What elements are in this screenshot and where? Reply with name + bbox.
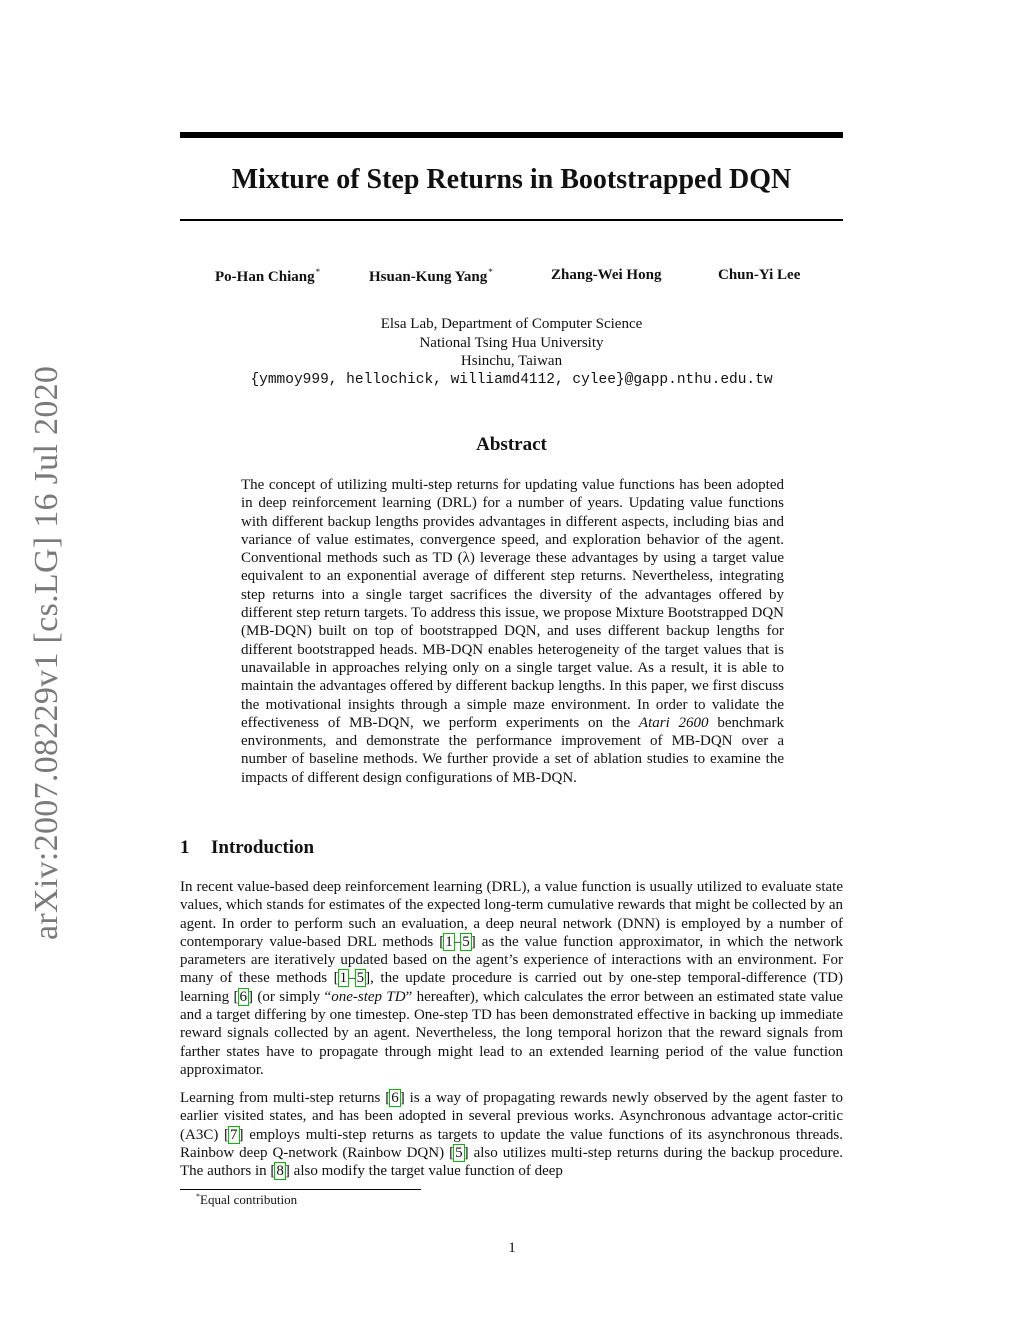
page-number: 1 [508,1240,516,1256]
paragraph-text: employs multi-step returns as targets to update the value functions of its asynchronous threads. Rainbow deep Q-network (Rainbow DQN) [180,1126,843,1161]
author-2 [369,267,493,286]
citation-link[interactable]: 1 [339,970,348,987]
citation-range-dash: – [348,970,356,987]
section-heading [180,837,314,859]
paragraph-text: In recent value-based deep reinforcement learning (DRL), a value function is usually utilized to evaluate state values, which stands for estimates of the expected long-term cumulative rewards that might be collected by an agent. In order to perform such an evaluation, a deep neural network (DNN) is employed by a number of contemporary value-based DRL methods [180,879,843,950]
arxiv-identifier: arXiv:2007.08229v1 [cs.LG] 16 Jul 2020 [28,365,65,940]
citation-link[interactable]: 8 [276,1163,284,1180]
footnote [196,1192,297,1208]
intro-paragraph-2: Learning from multi-step returns [6] is a way of propagating rewards newly observed by the agent faster to earlier visited states, and has been adopted in several previous works. Asynchronous advantage actor-critic (A3C) [7] employs multi-step returns as targets to update the value functions of its asynchronous threads. Rainbow deep Q-network (Rainbow DQN) [5] also utilizes multi-step returns during the backup procedure. The authors in [8] also modify the target value function of deep [180,1090,844,1180]
author-3 [551,267,661,284]
citation-link[interactable]: 5 [356,970,365,987]
author-4 [718,267,800,284]
title-bottom-rule [180,219,843,221]
paragraph-text: is a way of propagating rewards newly observed by the agent faster to earlier visited states, and has been adopted in several previous works. Asynchronous advantage actor-critic (A3C) [180,1090,843,1143]
author-emails: {ymmoy999, hellochick, williamd4112, cylee}@gapp.nthu.edu.tw [250,371,773,388]
equal-contribution-mark: * [488,267,493,277]
affiliation-block [180,315,843,389]
footnote-mark: * [196,1192,200,1201]
author-name: Hsuan-Kung Yang [369,269,488,285]
citation-link[interactable]: 7 [230,1126,238,1143]
italic-term: one-step TD [331,988,406,1005]
abstract-text [241,476,784,787]
abstract-text-part: The concept of utilizing multi-step returns for updating value functions has been adopted in deep reinforcement learning (DRL) for a number of years. Updating value functions with different backup lengths provides advantages in different aspects, including bias and variance of value estimates, convergence speed, and exploration behavior of the agent. Conventional methods such as TD (λ) leverage these advantages by using a target value equivalent to an exponential average of different step returns. Nevertheless, integrating step returns into a single target sacrifices the diversity of the advantages offered by different step return targets. To address this issue, we propose Mixture Bootstrapped DQN (MB-DQN) built on top of bootstrapped DQN, and uses different backup lengths for different bootstrapped heads. MB-DQN enables heterogeneity of the target values that is unavailable in approaches relying only on a single target value. As a result, it is able to maintain the advantages offered by different backup lengths. In this paper, we first discuss the motivational insights through a simple maze environment. In order to validate the effectiveness of MB-DQN, we perform experiments on the [241,477,784,731]
footnote-text: Equal contribution [200,1192,298,1207]
intro-paragraph-1: In recent value-based deep reinforcement learning (DRL), a value function is usually utilized to evaluate state values, which stands for estimates of the expected long-term cumulative rewards that might be collected by an agent. In order to perform such an evaluation, a deep neural network (DNN) is employed by a number of contemporary value-based DRL methods [1–5] as the value function approximator, in which the network parameters are iteratively updated based on the agent’s experience of interactions with an environment. For many of these methods [1–5], the update procedure is carried out by one-step temporal-difference (TD) learning [6] (or simply “one-step TD” hereafter), which calculates the error between an estimated state value and a target differing by one timestep. One-step TD has been demonstrated effective in backing up immediate reward signals collected by an agent. Nevertheless, the long temporal horizon that the reward signals from farther states have to propagate through might lead to an extended learning period of the value function approximator. [180,879,843,1078]
citation-link[interactable]: 5 [462,933,470,950]
footnote-rule [180,1189,421,1190]
affiliation-location: Hsinchu, Taiwan [460,353,563,369]
citation-range-dash: – [453,933,462,950]
author-name: Po-Han Chiang [215,269,315,285]
affiliation-lab: Elsa Lab, Department of Computer Science [380,316,643,332]
citation-link[interactable]: 6 [239,988,248,1005]
section-number: 1 [180,837,190,858]
citation-link[interactable]: 1 [445,933,453,950]
abstract-text-part: benchmark environments, and demonstrate the performance improvement of MB-DQN over a number of baseline methods. We further provide a set of ablation studies to examine the impacts of different design configurations of MB-DQN. [241,714,784,786]
paragraph-text: (or simply “ [253,988,332,1005]
paragraph-text: , the update procedure is carried out by one-step temporal-difference (TD) learning [180,970,843,1005]
citation-link[interactable]: 5 [455,1144,463,1161]
paragraph-text: Learning from multi-step returns [180,1090,386,1106]
abstract-italic-term: Atari 2600 [638,714,709,731]
section-title: Introduction [211,837,315,858]
paragraph-text: also modify the target value function of deep [289,1163,563,1180]
paragraph-text: as the value function approximator, in which the network parameters are iteratively updated based on the agent’s experience of interactions with an environment. For many of these methods [180,933,843,987]
paragraph-text: ” hereafter), which calculates the error between an estimated state value and a target differing by one timestep. One-step TD has been demonstrated effective in backing up immediate reward signals collected by an agent. Nevertheless, the long temporal horizon that the reward signals from farther states have to propagate through might lead to an extended learning period of the value function approximator. [180,988,843,1078]
author-1 [215,267,320,286]
abstract-heading: Abstract [476,434,547,455]
affiliation-university: National Tsing Hua University [419,334,604,351]
author-name: Chun-Yi Lee [718,267,801,283]
paragraph-text: also utilizes multi-step returns during the backup procedure. The authors in [180,1144,844,1180]
equal-contribution-mark: * [315,267,321,277]
paper-title: Mixture of Step Returns in Bootstrapped DQN [231,164,792,195]
author-name: Zhang-Wei Hong [551,267,662,283]
title-top-rule [180,132,843,138]
citation-link[interactable]: 6 [391,1090,399,1106]
author-list [0,267,1024,289]
